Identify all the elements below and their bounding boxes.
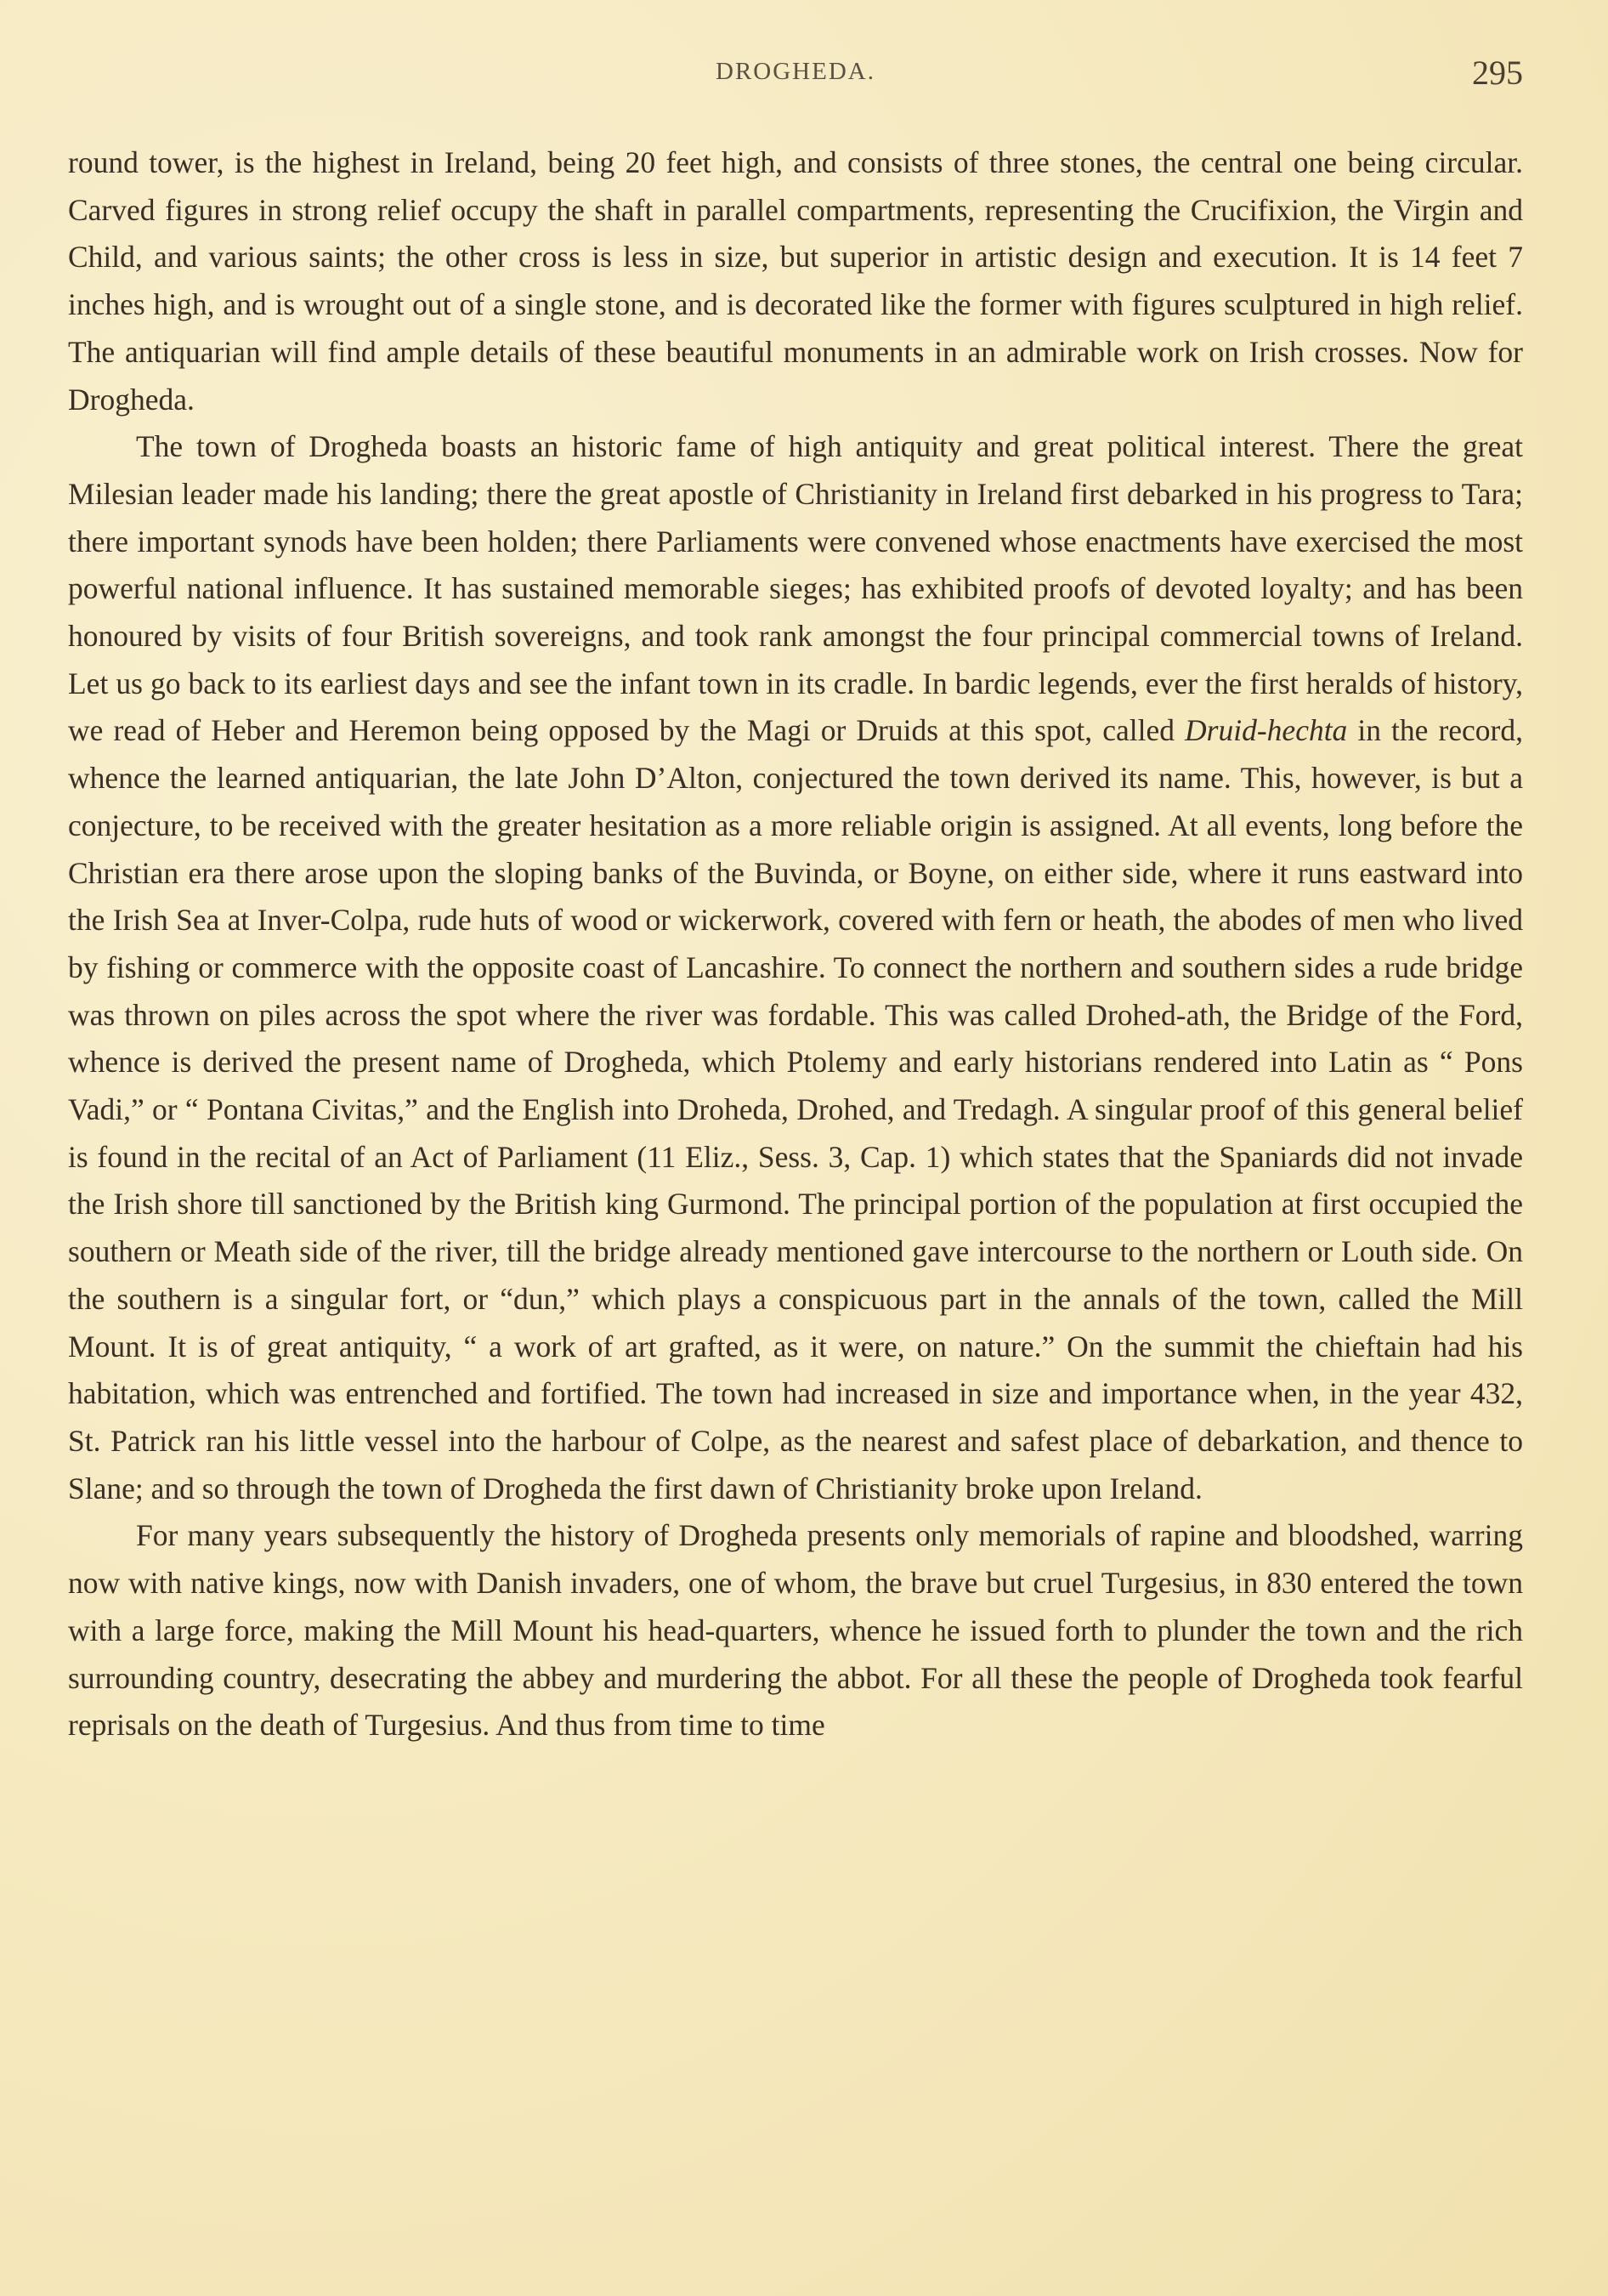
running-title: DROGHEDA. [716, 58, 875, 85]
text-run: For many years subsequently the history of Drogheda presents only memorials of rapine and bloodshed, warring now with native kings, now with Danish invaders, one of whom, the brave but cruel Turgesius, in 830 entered the town with a large force, making the Mill Mount his head-quarters, whence he issued forth to plunder the town and the rich surrounding country, desecrating the abbey and murdering the abbot. For all these the people of Drogheda took fearful reprisals on the death of Turgesius. And thus from time to time [68, 1518, 1523, 1743]
text-run: in the record, whence the learned antiquarian, the late John D’Alton, conjectured the town derived its name. This, however, is but a conjecture, to be received with the greater hesitation as a more reliable origin is assigned. At all events, long before the Christian era there arose upon the sloping banks of the Buvinda, or Boyne, on either side, where it runs eastward into the Irish Sea at Inver-Colpa, rude huts of wood or wickerwork, covered with fern or heath, the abodes of men who lived by fishing or commerce with the opposite coast of Lancashire. To connect the northern and southern sides a rude bridge was thrown on piles across the spot where the river was fordable. This was called Drohed-ath, the Bridge of the Ford, whence is derived the present name of Drogheda, which Ptolemy and early historians rendered into Latin as “ Pons Vadi,” or “ Pontana Civitas,” and the English into Droheda, Drohed, and Tredagh. A singular proof of this general belief is found in the recital of an Act of Parliament (11 Eliz., Sess. 3, Cap. 1) which states that the Spaniards did not invade the Irish shore till sanctioned by the British king Gurmond. The principal portion of the population at first occupied the southern or Meath side of the river, till the bridge already mentioned gave intercourse to the northern or Louth side. On the southern is a singular fort, or “dun,” which plays a conspicuous part in the annals of the town, called the Mill Mount. It is of great antiquity, “ a work of art grafted, as it were, on nature.” On the summit the chieftain had his habitation, which was entrenched and fortified. The town had increased in size and importance when, in the year 432, St. Patrick ran his little vessel into the harbour of Colpe, as the nearest and safest place of debarkation, and thence to Slane; and so through the town of Drogheda the first dawn of Christianity broke upon Ireland. [68, 713, 1524, 1505]
paragraph-1 [68, 139, 1523, 423]
page-number: 295 [1472, 54, 1523, 92]
paragraph-2 [68, 423, 1523, 1512]
text-run: round tower, is the highest in Ireland, being 20 feet high, and consists of three stones, the central one being circular. Carved figures in strong relief occupy the shaft in parallel compartments, representing the Crucifixion, the Virgin and Child, and various saints; the other cross is less in size, but superior in artistic design and execution. It is 14 feet 7 inches high, and is wrought out of a single stone, and is decorated like the former with figures sculptured in high relief. The antiquarian will find ample details of these beautiful monuments in an admirable work on Irish crosses. Now for Drogheda. [68, 145, 1523, 417]
text-run: The town of Drogheda boasts an historic fame of high antiquity and great political interest. There the great Milesian leader made his landing; there the great apostle of Christianity in Ireland first debarked in his progress to Tara; there important synods have been holden; there Parliaments were convened whose enactments have exercised the most powerful national influence. It has sustained memorable sieges; has exhibited proofs of devoted loyalty; and has been honoured by visits of four British sovereigns, and took rank amongst the four principal commercial towns of Ireland. Let us go back to its earliest days and see the infant town in its cradle. In bardic legends, ever the first heralds of history, we read of Heber and Heremon being opposed by the Magi or Druids at this spot, called [68, 429, 1523, 748]
body-text [68, 139, 1523, 1749]
paragraph-3 [68, 1512, 1523, 1749]
italic-term: Druid-hechta [1185, 713, 1348, 748]
page-header [68, 54, 1523, 100]
